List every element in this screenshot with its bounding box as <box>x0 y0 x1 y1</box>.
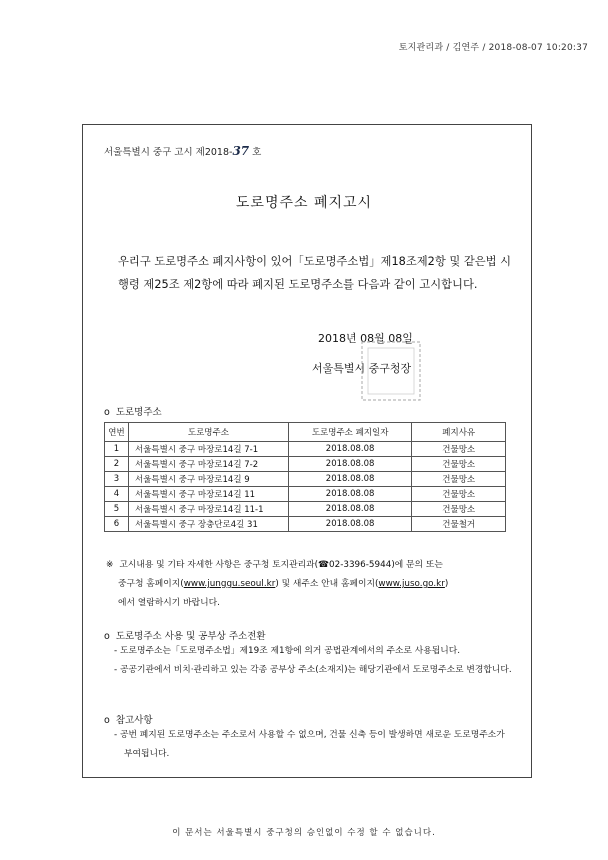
reference-list <box>114 726 514 764</box>
list-item: - 공공기관에서 비치·관리하고 있는 각종 공부상 주소(소재지)는 해당기관에서 도로명주소로 변경합니다. <box>114 665 512 675</box>
row-reason: 건물망소 <box>412 502 506 517</box>
note-line-2-a: 중구청 홈페이지( <box>118 579 184 589</box>
heading-text: 도로명주소 사용 및 공부상 주소전환 <box>115 631 266 642</box>
row-address: 서울특별시 중구 마장로14길 7-2 <box>128 457 288 472</box>
row-address: 서울특별시 중구 마장로14길 7-1 <box>128 442 288 457</box>
note-line-3: 에서 열람하시기 바랍니다. <box>118 598 220 608</box>
heading-bullet: o <box>104 631 110 642</box>
row-date: 2018.08.08 <box>288 457 412 472</box>
road-address-heading <box>104 404 162 418</box>
note-line-2-b: ) 및 새주소 안내 홈페이지( <box>275 579 379 589</box>
row-reason: 건물망소 <box>412 442 506 457</box>
row-address: 서울특별시 중구 마장로14길 9 <box>128 472 288 487</box>
note-line-1-text: 고시내용 및 기타 자세한 사항은 중구청 토지관리과(☎02-3396-5944)에 문의 또는 <box>119 560 443 570</box>
row-date: 2018.08.08 <box>288 517 412 532</box>
row-date: 2018.08.08 <box>288 502 412 517</box>
row-date: 2018.08.08 <box>288 442 412 457</box>
table-row <box>105 442 506 457</box>
row-reason: 건물망소 <box>412 457 506 472</box>
reference-heading <box>104 712 153 726</box>
juso-homepage-link[interactable]: www.juso.go.kr <box>378 579 445 589</box>
row-address: 서울특별시 중구 마장로14길 11 <box>128 487 288 502</box>
row-address: 서울특별시 중구 장충단로4길 31 <box>128 517 288 532</box>
row-reason: 건물철거 <box>412 517 506 532</box>
address-use-heading <box>104 628 266 642</box>
heading-text: 도로명주소 <box>115 407 162 418</box>
official-seal-icon <box>356 336 426 406</box>
row-reason: 건물망소 <box>412 487 506 502</box>
address-use-list <box>114 642 514 680</box>
table-row <box>105 487 506 502</box>
issue-date: 2018년 08월 08일 <box>318 332 413 345</box>
row-no: 6 <box>105 517 129 532</box>
footer-notice: 이 문서는 서울특별시 중구청의 승인없이 수정 할 수 없습니다. <box>172 828 436 838</box>
document-meta-header: 토지관리과 / 김연주 / 2018-08-07 10:20:37 <box>398 43 588 53</box>
junggu-homepage-link[interactable]: www.junggu.seoul.kr <box>183 579 276 589</box>
table-row <box>105 517 506 532</box>
notice-number-suffix: 호 <box>252 147 262 158</box>
row-no: 2 <box>105 457 129 472</box>
row-no: 5 <box>105 502 129 517</box>
notice-number-prefix: 서울특별시 중구 고시 제2018- <box>104 147 233 158</box>
notice-number-handwritten: 37 <box>232 144 250 158</box>
row-date: 2018.08.08 <box>288 487 412 502</box>
column-header-no: 연번 <box>105 423 129 442</box>
notice-number <box>104 144 261 158</box>
heading-bullet: o <box>104 715 110 726</box>
table-row <box>105 457 506 472</box>
page-title: 도로명주소 폐지고시 <box>235 195 373 211</box>
table-row <box>105 502 506 517</box>
row-no: 3 <box>105 472 129 487</box>
note-line-2-c: ) <box>444 579 449 589</box>
row-address: 서울특별시 중구 마장로14길 11-1 <box>128 502 288 517</box>
note-line-1 <box>106 556 506 575</box>
heading-bullet: o <box>104 407 110 418</box>
note-line-2 <box>106 575 506 594</box>
column-header-reason: 폐지사유 <box>412 423 506 442</box>
column-header-address: 도로명주소 <box>128 423 288 442</box>
heading-text: 참고사항 <box>115 715 153 726</box>
row-date: 2018.08.08 <box>288 472 412 487</box>
table-row <box>105 472 506 487</box>
inquiry-note <box>106 556 506 613</box>
list-item: - 도로명주소는「도로명주소법」제19조 제1항에 의거 공법관계에서의 주소로 사용됩니다. <box>114 646 461 656</box>
intro-paragraph: 우리구 도로명주소 폐지사항이 있어「도로명주소법」제18조제2항 및 같은법 시행령 제25조 제2항에 따라 폐지된 도로명주소를 다음과 같이 고시합니다. <box>118 255 512 291</box>
note-mark: ※ <box>106 560 114 570</box>
row-no: 1 <box>105 442 129 457</box>
issuer-name: 서울특별시 중구청장 <box>312 362 412 375</box>
address-table <box>104 422 506 532</box>
table-header-row <box>105 423 506 442</box>
row-no: 4 <box>105 487 129 502</box>
row-reason: 건물망소 <box>412 472 506 487</box>
list-item: - 공번 폐지된 도로명주소는 주소로서 사용할 수 없으며, 건물 신축 등이 발생하면 새로운 도로명주소가 부여됩니다. <box>114 730 505 759</box>
column-header-date: 도로명주소 폐지일자 <box>288 423 412 442</box>
